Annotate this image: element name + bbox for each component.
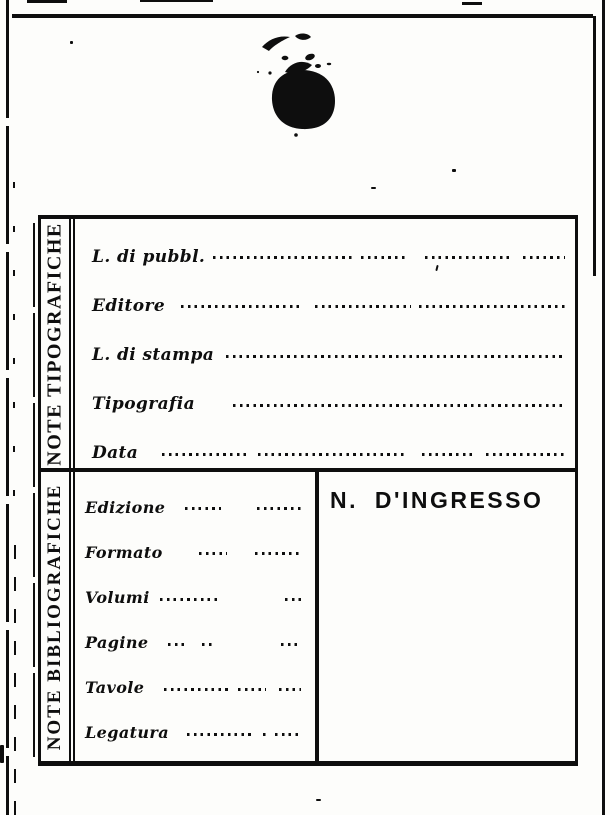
leader-gap <box>154 643 168 646</box>
dotted-fill-line <box>222 355 565 358</box>
field-label: L. di stampa <box>92 344 215 365</box>
form-row-formato <box>85 521 301 566</box>
dotted-line-segment <box>185 507 221 510</box>
dotted-line-segment <box>181 305 299 308</box>
scan-edge-fragment <box>140 0 213 2</box>
form-row-tipografia <box>92 370 565 419</box>
field-label: Data <box>92 443 139 464</box>
leader-gap <box>173 305 181 308</box>
dotted-line-segment <box>238 688 266 691</box>
scan-left-border-line <box>6 0 9 815</box>
ingresso-heading: N. D'INGRESSO <box>330 487 544 513</box>
field-label: Editore <box>92 295 166 316</box>
ink-speck <box>316 799 321 801</box>
bibliografiche-rows <box>85 472 301 761</box>
catalog-card-table <box>38 215 578 766</box>
dotted-line-segment <box>187 733 253 736</box>
dotted-fill-line <box>173 305 565 308</box>
leader-gap <box>169 552 199 555</box>
form-row-data <box>92 419 565 468</box>
dotted-line-segment <box>361 256 407 259</box>
ink-blot-stain <box>245 26 365 141</box>
dotted-fill-line <box>175 733 301 736</box>
dotted-line-segment <box>255 552 301 555</box>
leader-gap <box>146 453 162 456</box>
field-label: Formato <box>85 542 163 562</box>
scan-edge-fragment <box>462 2 482 5</box>
dotted-line-segment <box>258 453 406 456</box>
dotted-line-segment <box>523 256 565 259</box>
dotted-fill-line <box>203 404 565 407</box>
dotted-line-segment <box>285 598 301 601</box>
leader-gap <box>246 453 258 456</box>
leader-gap <box>476 453 486 456</box>
leader-gap <box>171 507 185 510</box>
field-label: Tavole <box>85 678 145 698</box>
form-row-pagine <box>85 612 301 657</box>
field-label: Tipografia <box>92 394 195 415</box>
form-row-tavole <box>85 657 301 702</box>
section-note-bibliografiche <box>41 472 575 761</box>
dotted-line-segment <box>275 733 301 736</box>
leader-gap <box>203 404 233 407</box>
leader-gap <box>299 305 315 308</box>
tipografiche-rows <box>92 219 565 468</box>
dotted-line-segment <box>281 643 301 646</box>
dotted-line-segment <box>315 305 411 308</box>
leader-gap <box>511 256 523 259</box>
form-row-editore <box>92 271 565 320</box>
dotted-line-segment <box>160 598 218 601</box>
dotted-line-segment <box>486 453 565 456</box>
section-note-tipografiche <box>41 219 575 468</box>
dotted-fill-line <box>146 453 565 456</box>
field-label: Edizione <box>85 497 166 517</box>
dotted-line-segment <box>419 305 565 308</box>
scan-left-inner-dashed-line-lower <box>14 545 16 815</box>
ink-speck <box>70 41 73 44</box>
dotted-line-segment <box>422 453 476 456</box>
dotted-fill-line <box>169 552 301 555</box>
vertical-heading-band-bibliografiche <box>41 472 69 761</box>
dotted-line-segment <box>425 256 511 259</box>
dotted-line-segment <box>233 404 565 407</box>
ink-speck <box>371 187 376 189</box>
scan-left-inner-dashed-line <box>13 182 15 522</box>
leader-gap <box>175 733 187 736</box>
leader-gap <box>407 256 425 259</box>
ingresso-column <box>319 472 573 761</box>
ink-speck <box>452 169 456 172</box>
dotted-line-segment <box>202 643 212 646</box>
dotted-line-segment <box>226 355 565 358</box>
form-row-edizione <box>85 476 301 521</box>
dotted-line-segment <box>213 256 353 259</box>
leader-gap <box>221 507 247 510</box>
dotted-line-segment <box>162 453 246 456</box>
dotted-fill-line <box>150 688 301 691</box>
form-row-luogo-pubblicazione <box>92 222 565 271</box>
form-row-volumi <box>85 566 301 611</box>
ink-speck <box>0 745 4 763</box>
dotted-line-segment <box>279 688 301 691</box>
section-heading-bibliografiche: NOTE BIBLIOGRAFICHE <box>44 483 65 750</box>
dotted-line-segment <box>168 643 184 646</box>
leader-gap <box>406 453 422 456</box>
dotted-line-segment <box>263 733 269 736</box>
vertical-heading-band-tipografiche <box>41 219 69 468</box>
dotted-fill-line <box>213 256 565 259</box>
leader-gap <box>184 643 202 646</box>
leader-gap <box>411 305 419 308</box>
dotted-fill-line <box>156 598 301 601</box>
form-row-luogo-stampa <box>92 320 565 369</box>
section-heading-tipografiche: NOTE TIPOGRAFICHE <box>43 221 66 466</box>
dotted-line-segment <box>199 552 227 555</box>
leader-gap <box>150 688 164 691</box>
field-label: Volumi <box>85 587 150 607</box>
scan-right-outer-border-line <box>602 0 605 815</box>
dotted-fill-line <box>154 643 301 646</box>
scan-edge-fragment <box>27 0 67 3</box>
scan-top-border-line <box>12 14 593 18</box>
dotted-line-segment <box>164 688 230 691</box>
dotted-line-segment <box>257 507 301 510</box>
scan-right-inner-border-line <box>593 16 596 276</box>
dotted-fill-line <box>171 507 301 510</box>
leader-gap <box>230 688 238 691</box>
field-label: Legatura <box>85 723 170 743</box>
scan-card-left-artifact-line <box>33 223 35 759</box>
field-label: L. di pubbl. <box>92 246 206 267</box>
leader-gap <box>253 733 263 736</box>
leader-gap <box>353 256 361 259</box>
field-label: Pagine <box>85 633 149 653</box>
form-row-legatura <box>85 702 301 747</box>
